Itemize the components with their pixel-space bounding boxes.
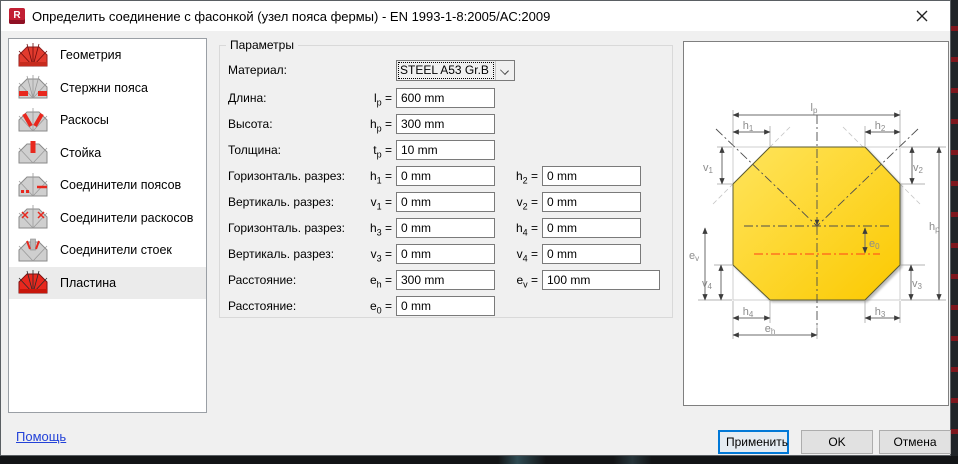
close-icon <box>916 10 928 22</box>
material-value: STEEL A53 Gr.B <box>397 61 495 80</box>
field-symbol: $h_1$ = <box>369 169 392 186</box>
dim-label-h4: h4 <box>742 306 754 319</box>
field-label: Вертикаль. разрез: <box>228 195 335 209</box>
dim-label-h3: h3 <box>874 306 886 319</box>
plate-dimension-diagram <box>684 42 948 405</box>
field-symbol: $h_4$ = <box>515 221 538 238</box>
material-select[interactable] <box>396 60 515 81</box>
close-button[interactable] <box>908 6 936 26</box>
field-symbol: $e_0$ = <box>369 299 392 316</box>
field-label: Расстояние: <box>228 273 297 287</box>
field-label: Длина: <box>228 91 267 105</box>
dim-label-eh: eh <box>764 323 776 336</box>
material-label: Материал: <box>228 63 287 77</box>
chord-members-icon <box>18 74 48 101</box>
parameters-group <box>219 38 673 318</box>
dim-label-h1: h1 <box>742 120 754 133</box>
field-symbol: $h_2$ = <box>515 169 538 186</box>
field-symbol: $t_p$ = <box>373 143 392 160</box>
dim-label-v2: v2 <box>913 162 923 175</box>
field-symbol: $h_p$ = <box>369 117 392 134</box>
sidebar-item-soediniteli-stoek[interactable] <box>9 234 206 267</box>
v1-input[interactable] <box>396 192 495 212</box>
field-label: Горизонталь. разрез: <box>228 169 346 183</box>
post-connectors-icon <box>18 237 48 264</box>
chevron-down-icon <box>495 61 514 80</box>
sidebar-item-soediniteli-raskosov[interactable] <box>9 202 206 235</box>
eh-input[interactable] <box>396 270 495 290</box>
chord-connectors-icon <box>18 172 48 199</box>
sidebar-item-label: Геометрия <box>60 48 122 63</box>
field-symbol: $v_4$ = <box>516 247 538 264</box>
h1-input[interactable] <box>396 166 495 186</box>
dim-label-lp: lp <box>810 102 818 115</box>
field-symbol: $v_2$ = <box>516 195 538 212</box>
ev-input[interactable] <box>542 270 660 290</box>
sidebar-item-label: Пластина <box>60 275 117 290</box>
dim-label-hp: hp <box>929 221 940 234</box>
v2-input[interactable] <box>542 192 641 212</box>
post-icon <box>18 139 48 166</box>
h3-input[interactable] <box>396 218 495 238</box>
height-input[interactable] <box>396 114 495 134</box>
sidebar-item-raskosy[interactable] <box>9 104 206 137</box>
sidebar-item-geometriya[interactable] <box>9 39 206 72</box>
dim-label-ev: ev <box>689 250 700 263</box>
dim-label-v3: v3 <box>912 278 922 291</box>
dim-label-h2: h2 <box>874 120 886 133</box>
length-input[interactable] <box>396 88 495 108</box>
dim-label-v1: v1 <box>703 162 713 175</box>
dim-label-e0: e0 <box>869 238 880 251</box>
window-title: Определить соединение с фасонкой (узел пояса фермы) - EN 1993-1-8:2005/AC:2009 <box>32 9 551 24</box>
field-label: Вертикаль. разрез: <box>228 247 335 261</box>
thickness-input[interactable] <box>396 140 495 160</box>
e0-input[interactable] <box>396 296 495 316</box>
robot-app-icon: R <box>9 8 25 24</box>
field-label: Расстояние: <box>228 299 297 313</box>
dim-label-v4: v4 <box>702 278 712 291</box>
sidebar-item-label: Соединители стоек <box>60 243 172 258</box>
geometry-node-icon <box>18 42 48 69</box>
connection-parts-list <box>8 38 207 413</box>
sidebar-item-soediniteli-poyasov[interactable] <box>9 169 206 202</box>
h2-input[interactable] <box>542 166 641 186</box>
field-label: Горизонталь. разрез: <box>228 221 346 235</box>
background-app-bottom-sliver <box>0 456 958 464</box>
help-link[interactable]: Помощь <box>16 429 67 444</box>
cancel-button[interactable]: Отмена <box>879 430 951 454</box>
title-bar <box>1 1 950 31</box>
field-symbol: $v_3$ = <box>370 247 392 264</box>
ok-button[interactable]: OK <box>801 430 873 454</box>
plate-diagram-panel <box>683 41 949 406</box>
field-symbol: $v_1$ = <box>370 195 392 212</box>
field-label: Высота: <box>228 117 273 131</box>
field-symbol: $l_p$ = <box>373 91 392 108</box>
sidebar-item-label: Стержни пояса <box>60 80 148 95</box>
diagonal-connectors-icon <box>18 204 48 231</box>
field-label: Толщина: <box>228 143 282 157</box>
group-title: Параметры <box>226 38 298 52</box>
plate-icon <box>18 269 48 296</box>
sidebar-item-label: Соединители поясов <box>60 178 182 193</box>
sidebar-item-stoyka[interactable] <box>9 137 206 170</box>
background-app-right-sliver <box>950 0 958 464</box>
sidebar-item-label: Соединители раскосов <box>60 210 194 225</box>
field-symbol: $h_3$ = <box>369 221 392 238</box>
sidebar-item-plastina[interactable] <box>9 267 206 300</box>
field-symbol: $e_v$ = <box>516 273 538 290</box>
diagonals-icon <box>18 107 48 134</box>
v3-input[interactable] <box>396 244 495 264</box>
sidebar-item-sterzhni-poyasa[interactable] <box>9 72 206 105</box>
field-symbol: $e_h$ = <box>369 273 392 290</box>
h4-input[interactable] <box>542 218 641 238</box>
apply-button[interactable]: Применить <box>718 430 789 454</box>
sidebar-item-label: Раскосы <box>60 113 109 128</box>
v4-input[interactable] <box>542 244 641 264</box>
sidebar-item-label: Стойка <box>60 145 102 160</box>
